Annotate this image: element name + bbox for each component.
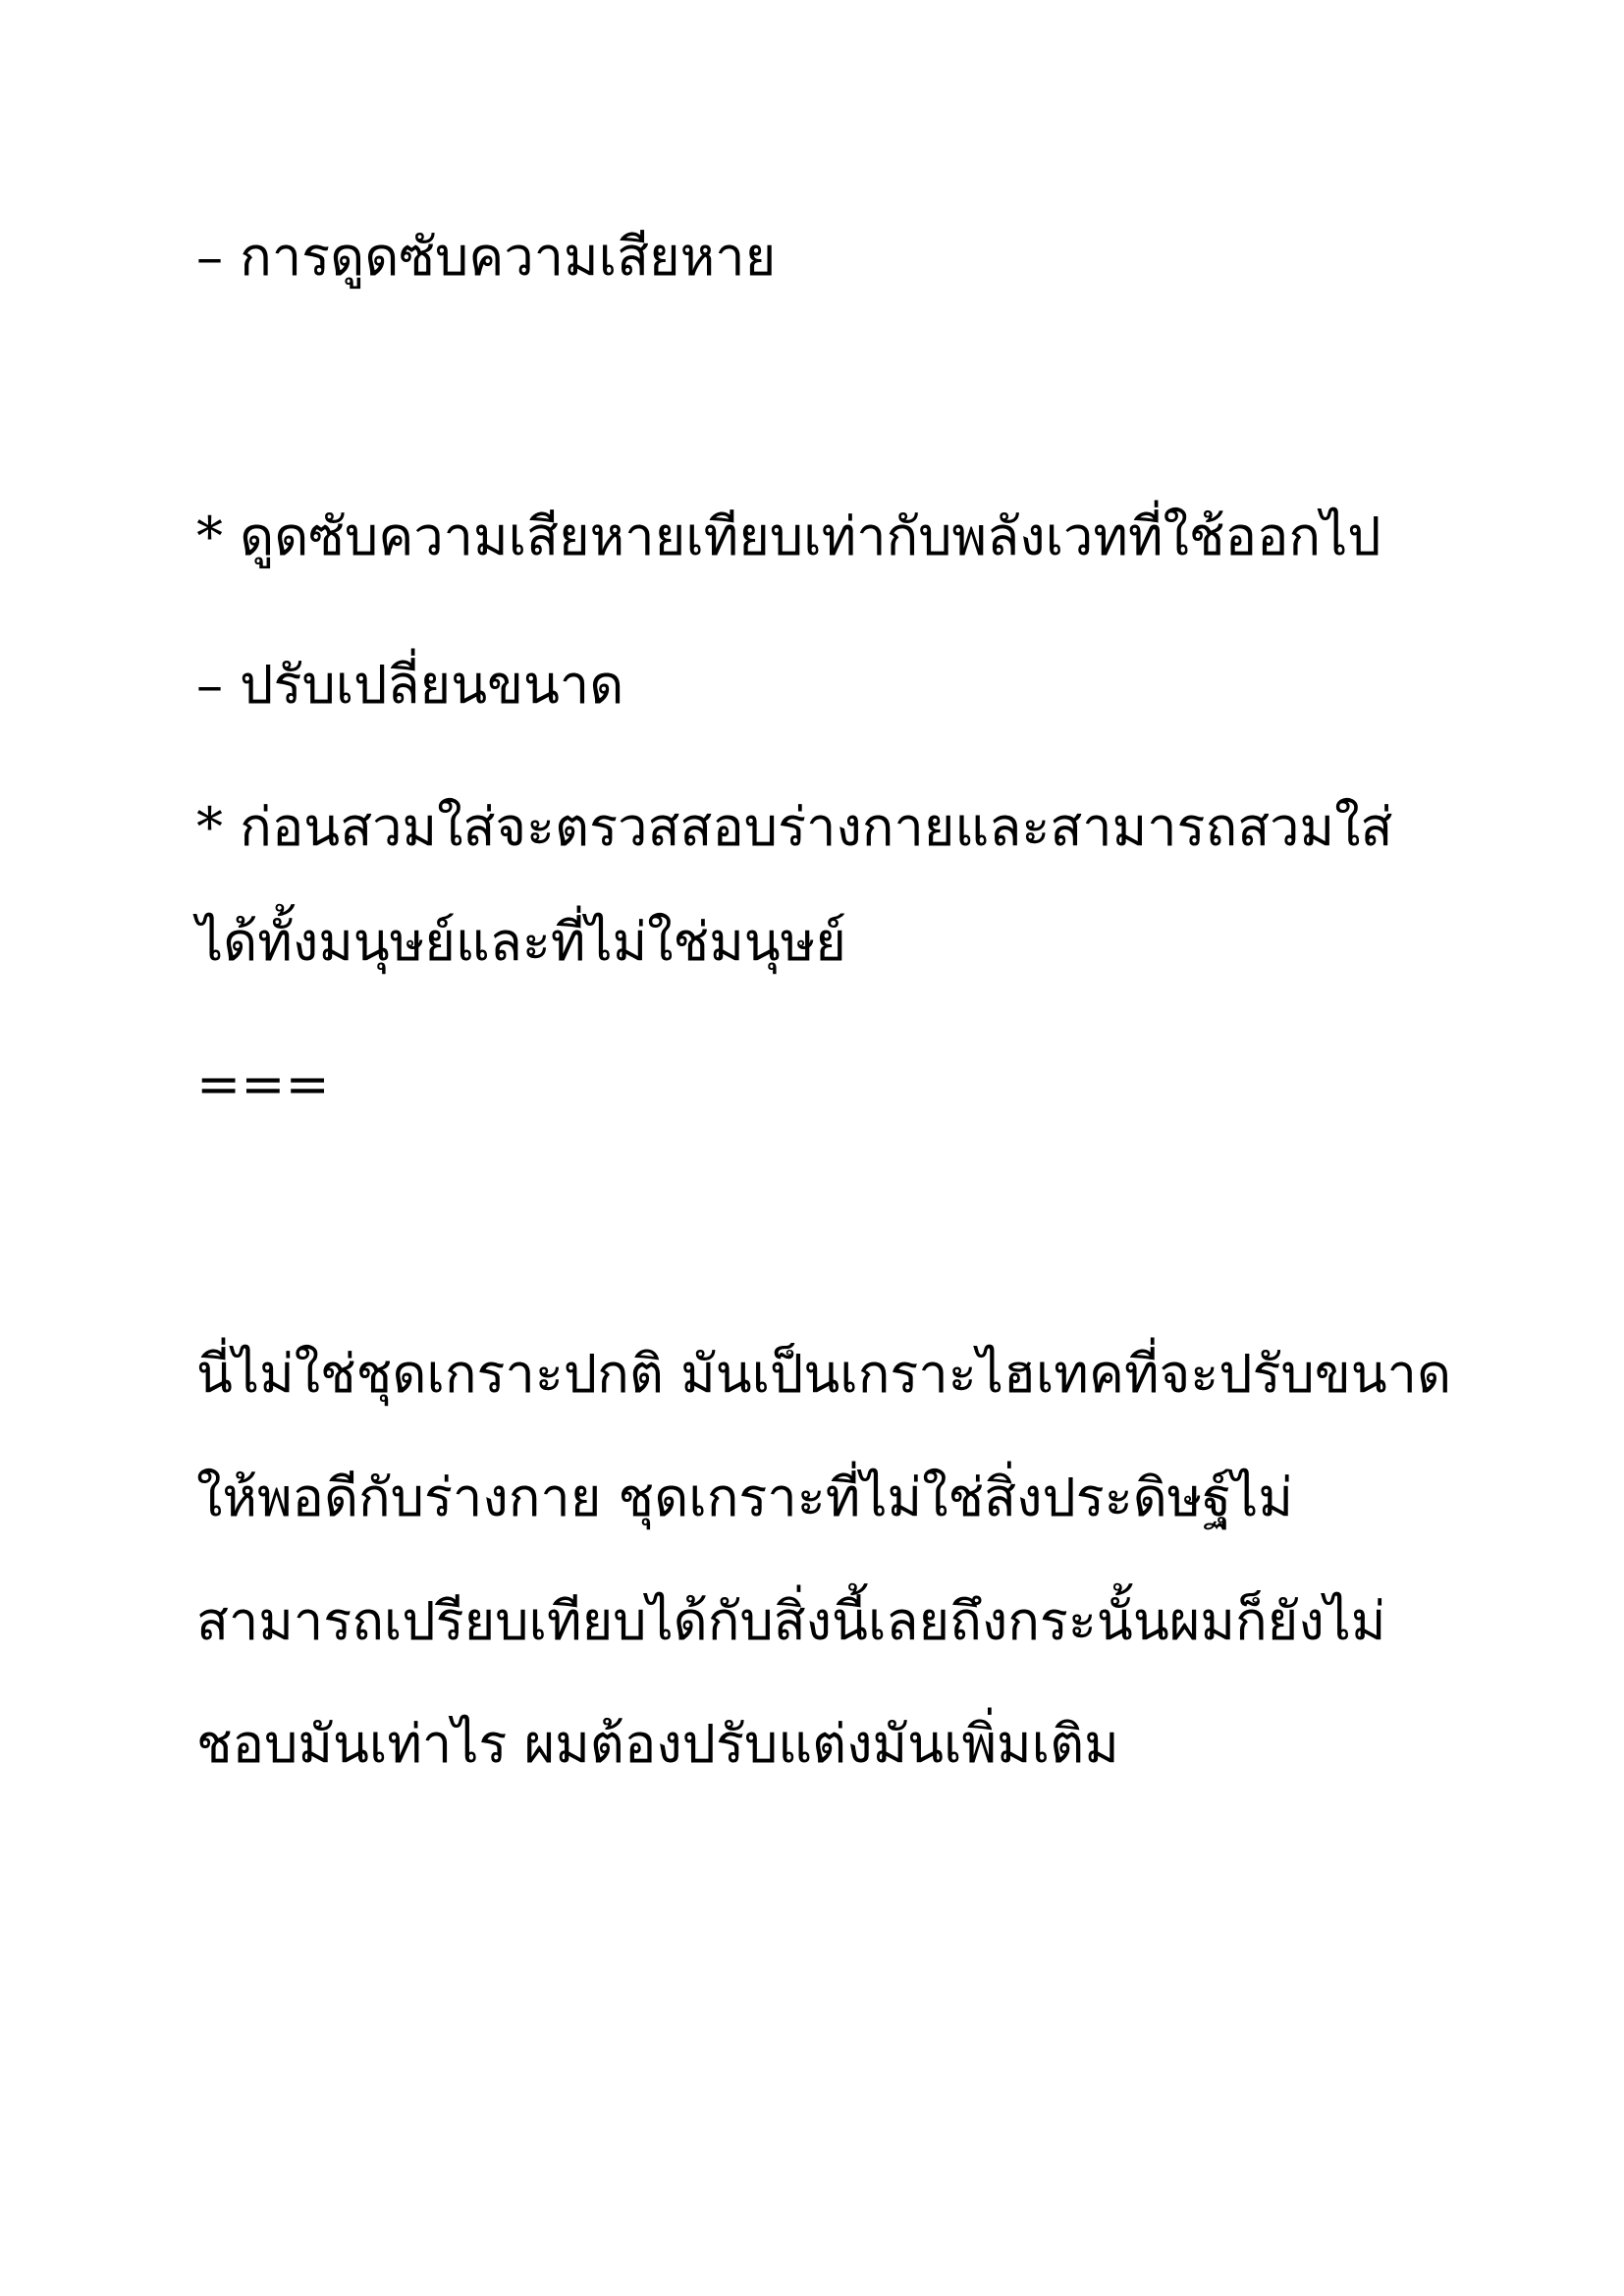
bullet-size-adjustment-detail: * ก่อนสวมใส่จะตรวสสอบร่างกายและสามารถสวมใส่: [196, 796, 1393, 858]
paragraph-line: ให้พอดีกับร่างกาย ชุดเกราะที่ไม่ใช่สิ่งประดิษฐ์ไม่: [196, 1467, 1293, 1528]
paragraph-line: นี่ไม่ใช่ชุดเกราะปกติ มันเป็นเกราะไฮเทคที่จะปรับขนาด: [196, 1343, 1452, 1405]
paragraph-line: สามารถเปรียบเทียบได้กับสิ่งนี้เลยถึงกระนั้นผมก็ยังไม่: [196, 1590, 1386, 1652]
paragraph-line: ชอบมันเท่าไร ผมต้องปรับแต่งมันเพิ่มเติม: [196, 1713, 1119, 1775]
bullet-damage-absorption-detail: * ดูดซับความเสียหายเทียบเท่ากับพลังเวทที่ใช้ออกไป: [196, 506, 1381, 567]
bullet-size-adjustment-detail-cont: ได้ทั้งมนุษย์และที่ไม่ใช่มนุษย์: [196, 911, 846, 973]
section-heading-damage-absorption: – การดูดซับความเสียหาย: [196, 226, 777, 288]
section-separator: ===: [196, 1053, 330, 1115]
section-heading-size-adjustment: – ปรับเปลี่ยนขนาด: [196, 654, 624, 716]
